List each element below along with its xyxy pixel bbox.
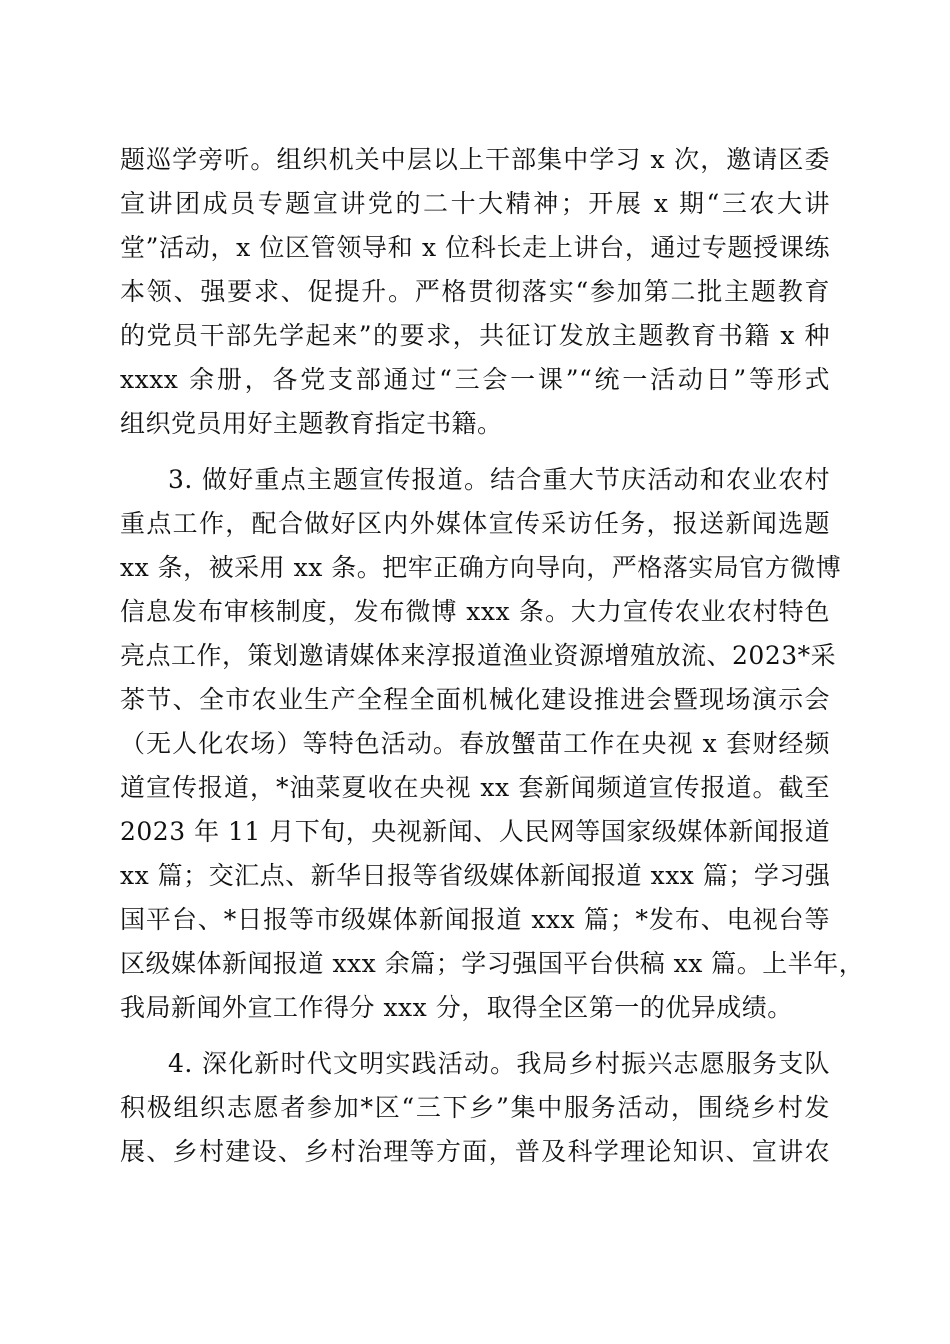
text-line: 区级媒体新闻报道 xxx 余篇；学习强国平台供稿 xx 篇。上半年， [120, 949, 865, 978]
section-heading-line: 3. 做好重点主题宣传报道。结合重大节庆活动和农业农村 [168, 465, 830, 494]
text-line: 2023 年 11 月下旬，央视新闻、人民网等国家级媒体新闻报道 [120, 817, 831, 846]
text-line: xxxx 余册，各党支部通过“三会一课”“统一活动日”等形式 [120, 365, 830, 394]
text-line: 茶节、全市农业生产全程全面机械化建设推进会暨现场演示会 [120, 685, 830, 714]
text-line: （无人化农场）等特色活动。春放蟹苗工作在央视 x 套财经频 [120, 729, 830, 758]
text-line: 信息发布审核制度，发布微博 xxx 条。大力宣传农业农村特色 [120, 597, 830, 626]
text-line: 积极组织志愿者参加*区“三下乡”集中服务活动，围绕乡村发 [120, 1093, 830, 1122]
text-line: 的党员干部先学起来”的要求，共征订发放主题教育书籍 x 种 [120, 321, 830, 350]
text-line: 宣讲团成员专题宣讲党的二十大精神；开展 x 期“三农大讲 [120, 189, 830, 218]
text-line: 亮点工作，策划邀请媒体来淳报道渔业资源增殖放流、2023*采 [120, 641, 837, 670]
text-line: 展、乡村建设、乡村治理等方面，普及科学理论知识、宣讲农 [120, 1137, 830, 1166]
text-line: 国平台、*日报等市级媒体新闻报道 xxx 篇；*发布、电视台等 [120, 905, 830, 934]
section-heading-line: 4. 深化新时代文明实践活动。我局乡村振兴志愿服务支队 [168, 1049, 830, 1078]
text-line: xx 条，被采用 xx 条。把牢正确方向导向，严格落实局官方微博 [120, 553, 842, 582]
text-line: 堂”活动，x 位区管领导和 x 位科长走上讲台，通过专题授课练 [120, 233, 830, 262]
text-line: 题巡学旁听。组织机关中层以上干部集中学习 x 次，邀请区委 [120, 145, 830, 174]
text-line: 道宣传报道，*油菜夏收在央视 xx 套新闻频道宣传报道。截至 [120, 773, 830, 802]
paragraph-end-line: 组织党员用好主题教育指定书籍。 [120, 409, 503, 438]
paragraph-end-line: 我局新闻外宣工作得分 xxx 分，取得全区第一的优异成绩。 [120, 993, 793, 1022]
text-line: xx 篇；交汇点、新华日报等省级媒体新闻报道 xxx 篇；学习强 [120, 861, 831, 890]
text-line: 重点工作，配合做好区内外媒体宣传采访任务，报送新闻选题 [120, 509, 830, 538]
text-line: 本领、强要求、促提升。严格贯彻落实“参加第二批主题教育 [120, 277, 830, 306]
